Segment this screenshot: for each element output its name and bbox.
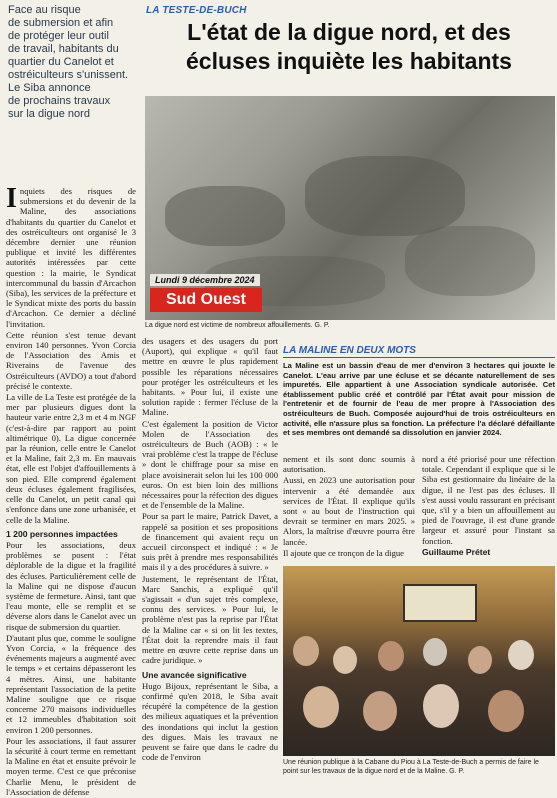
paragraph: Hugo Bijoux, représentant le Siba, a confirmé qu'en 2018, le Siba avait récupéré la compétence de la gestion des milieux aquatiques et la prévention des inondations qui inclut la gestion des digues. Mais les travaux ne peuvent se faire que dans le cadre du code de l'environ <box>142 680 278 763</box>
paragraph: Pour sa part le maire, Patrick Davet, a rappelé sa position et ses propositions de financement qui avaient reçu un accueil circonspect et indiqué : « Je suis prêt à prendre mes responsabilités mais il y a des procédures à suivre. » <box>142 511 278 573</box>
photo-caption: La digue nord est victime de nombreux affouillements. G. P. <box>145 322 330 329</box>
paragraph: Il ajoute que ce tronçon de la digue <box>283 547 404 558</box>
paragraph: D'autant plus que, comme le souligne Yvon Corcia, « la fréquence des événements majeurs a augmenté avec le temps » et certains dépasseront les 4 mètres. Ainsi, une habitante représentant l'association de la petite Maline souligne que ce risque concerne 270 maisons individuelles et 12 immeubles d'habitation soit environ 1 200 personnes. <box>6 632 136 735</box>
article-column-1 <box>6 183 136 798</box>
intro-line: de prochains travaux <box>8 95 111 107</box>
meeting-photo <box>283 566 555 756</box>
info-box-title: LA MALINE EN DEUX MOTS <box>283 345 555 358</box>
intro-line: Face au risque <box>8 4 81 16</box>
paragraph: Justement, le représentant de l'État, Marc Sanchis, a expliqué qu'il s'agissait « d'un sujet très complexe, connu des services. » Pour lui, le problème n'est pas la reprise par l'État de la Maline car « si on lit les textes, l'État doit la reprendre mais il faut mettre en œuvre cette reprise dans un cadre juridique. » <box>142 573 278 666</box>
paragraph: nement et ils sont donc soumis à autorisation. <box>283 454 415 475</box>
paragraph: nord a été priorisé pour une réfection totale. Cependant il explique que si le Siba est gestionnaire du linéaire de la digue, il ne l'est pas des écluses. Il s'est aussi voulu rassurant en précisant que, s'il y a bien un affouillement au pied de l'ouvrage, il est d'une grande largeur et assuré pour l'instant sa fonction. <box>422 454 555 546</box>
publication-date: Lundi 9 décembre 2024 <box>150 274 260 286</box>
article-column-2 <box>142 336 278 763</box>
info-box-body: La Maline est un bassin d'eau de mer d'environ 3 hectares qui jouxte le Canelot. L'eau arrive par une écluse et se décante naturellement de ses impuretés. Elle appartient à une Association syndicale autorisée. Cet établissement public créé et contrôlé par l'État avait pour mission de l'entretenir et de fournir de l'eau de mer propre à l'Association des ostréiculteurs de Buch. Composée aujourd'hui de trois ostréiculteurs en activité, elle n'assure plus sa fonction. La préfecture l'a déclaré défaillante et ses membres ont demandé sa dissolution en janvier 2024. <box>283 361 555 438</box>
intro-line: ostréiculteurs s'unissent. <box>8 69 129 81</box>
drop-cap: I <box>6 183 17 214</box>
info-box <box>283 345 555 438</box>
intro-line: sur la digue nord <box>8 108 90 120</box>
paragraph: Aussi, en 2023 une autorisation pour intervenir a été demandée aux services de l'État. Il explique qu'ils sont « au bout de l'instruction qui devrait se terminer en mars 2025. » Alors, la maîtrise d'œuvre pourra être lancée. <box>283 475 415 547</box>
article-column-3 <box>283 454 415 559</box>
paragraph: C'est également la position de Victor Molen de l'Association des ostréiculteurs de Buch (AOB) : « le vrai problème c'est la trappe de l'écluse » dont le chiffrage pour sa mise en place avoisinerait selon lui les 100 000 euros. On est bien loin des millions nécessaires pour la réfection des digues et de l'ensemble de la Maline. <box>142 418 278 511</box>
dike-photo <box>145 96 555 320</box>
paragraph: nquiets des risques de submersions et du devenir de la Maline, des associations d'habitants du quartier du Canelot et des ostréiculteurs ont organisé le 3 décembre dernier une réunion publique et invité les différentes autorités intéressées par cette question : la mairie, le Syndicat intercommunal du bassin d'Arcachon (Siba), les services de la préfecture et le Syndicat mixte des ports du bassin d'Arcachon. Ce dernier a décliné l'invitation. <box>6 186 136 329</box>
meeting-photo-caption: Une réunion publique à la Cabane du Piou à La Teste-de-Buch a permis de faire le point sur les travaux de la digue nord et de la Maline. G. P. <box>283 759 539 775</box>
paragraph: La ville de La Teste est protégée de la mer par plusieurs digues dont la hauteur varie entre 2,3 m et 4 m NGF (c'est-à-dire par rapport au point altimétrique 0). La digue concernée par la réunion, celle entre le Canelot et la Maline, fait 2,3 m. En mauvais état, elle est l'objet d'affouillements à son pied. Elle comprend également deux écluses également fragilisées, celle du Canelot, un petit canal qui s'enfonce dans une zone urbanisée, et celle de la Maline. <box>6 392 136 525</box>
article-column-4 <box>422 454 555 558</box>
paragraph: des usagers et des usagers du port (Auport), qui explique « qu'il faut mettre en œuvre le plus rapidement possible les réparations nécessaires pour protéger les ostréiculteurs et les habitants. » Pour lui, il existe une solution rapide : fermer l'écluse de la Maline. <box>142 336 278 418</box>
intro-line: de protéger leur outil <box>8 30 109 42</box>
intro-line: quartier du Canelot et <box>8 56 114 68</box>
intro-line: de submersion et afin <box>8 17 114 29</box>
subheading: Une avancée significative <box>142 669 247 680</box>
intro-line: de travail, habitants du <box>8 43 119 55</box>
headline: L'état de la digue nord, et des écluses inquiète les habitants <box>186 19 512 74</box>
newspaper-logo: Sud Ouest <box>150 288 262 312</box>
intro-line: Le Siba annonce <box>8 82 91 94</box>
paragraph: Cette réunion s'est tenue devant environ 140 personnes. Yvon Corcia de l'Association des Amis et Riverains de l'avenue des Ostréiculteurs (AVDO) a tout d'abord précisé le contexte. <box>6 329 136 391</box>
projection-screen <box>403 584 477 622</box>
section-label: LA TESTE-DE-BUCH <box>146 5 247 16</box>
paragraph: Pour les associations, deux problèmes se posent : l'état déplorable de la digue et la fragilité des écluses. Particulièrement celle de la Maline qui ne dispose d'aucun système de fermeture. Ainsi, tant que l'eau monte, elle se remplit et se déverse alors dans le Canelot avec un risque de submersion du quartier. <box>6 539 136 632</box>
intro-lede <box>8 4 136 121</box>
subheading: 1 200 personnes impactées <box>6 528 118 539</box>
author-signature: Guillaume Prétet <box>422 546 491 557</box>
paragraph: Pour les associations, il faut assurer la sécurité à court terme en remettant la Maline en état et ensuite prévoir le moyen terme. C'est ce que préconise Charlie Menu, le président de l'Association de défense <box>6 735 136 797</box>
